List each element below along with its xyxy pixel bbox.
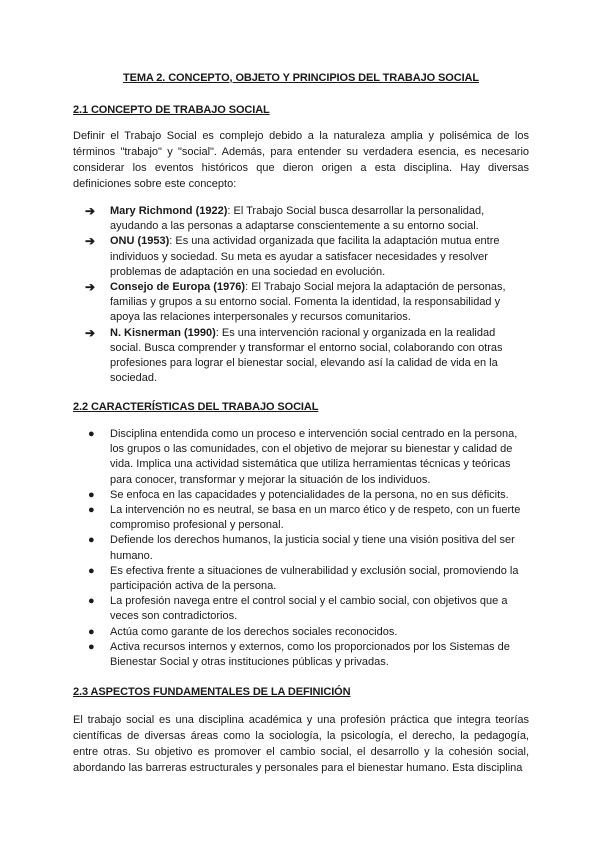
definition-author: Consejo de Europa (1976)	[110, 281, 246, 294]
definition-item	[73, 204, 523, 234]
characteristic-item	[73, 488, 523, 503]
characteristic-item	[73, 564, 523, 594]
definition-item	[73, 326, 523, 387]
definition-text: : Es una intervención racional y organizada en la realidad social. Busca comprender y transformar el entorno social, colaborando con otras profesiones para lograr el bienestar social, elevando así la calidad de vida en la sociedad.	[110, 326, 503, 385]
definition-item	[73, 280, 523, 326]
section-2-3-intro: El trabajo social es una disciplina académica y una profesión práctica que integra teorías científicas de diversas áreas como la sociología, la psicología, el derecho, la pedagogía, entre otras. Su objetivo es promover el cambio social, el desarrollo y la cohesión social, abordando las barreras estructurales y personales para el bienestar humano. Esta disciplina	[73, 714, 529, 774]
characteristic-item	[73, 427, 523, 488]
arrow-bullet-icon: ➔	[85, 234, 96, 249]
definition-text: : El Trabajo Social mejora la adaptación de personas, familias y grupos a su entorno social. Fomenta la identidad, la responsabilidad y apoya las relaciones interpersonales y recursos comunitarios.	[110, 281, 506, 324]
characteristic-text: Defiende los derechos humanos, la justicia social y tiene una visión positiva del ser humano.	[110, 534, 515, 562]
bullet-dot-icon: ●	[88, 504, 95, 517]
characteristic-text: Es efectiva frente a situaciones de vulnerabilidad y exclusión social, promoviendo la participación activa de la persona.	[110, 564, 519, 593]
characteristic-text: Actúa como garante de los derechos sociales reconocidos.	[110, 625, 398, 638]
definition-text: : El Trabajo Social busca desarrollar la personalidad, ayudando a las personas a adaptarse conscientemente a su entorno social.	[110, 205, 485, 233]
arrow-bullet-icon: ➔	[85, 325, 96, 340]
characteristic-item	[73, 640, 523, 670]
characteristic-item	[73, 625, 523, 640]
characteristic-text: Se enfoca en las capacidades y potencialidades de la persona, no en sus déficits.	[110, 488, 509, 501]
characteristic-text: La intervención no es neutral, se basa en un marco ético y de respeto, con un fuerte compromiso profesional y personal.	[110, 504, 521, 532]
section-heading-2-2: 2.2 CARACTERÍSTICAS DEL TRABAJO SOCIAL	[73, 401, 319, 413]
characteristic-item	[73, 594, 523, 624]
characteristic-item	[73, 503, 523, 533]
characteristics-list	[73, 427, 523, 670]
section-heading-2-3: 2.3 ASPECTOS FUNDAMENTALES DE LA DEFINICIÓN	[73, 686, 351, 698]
arrow-bullet-icon: ➔	[85, 204, 96, 218]
bullet-dot-icon: ●	[88, 428, 95, 440]
bullet-dot-icon: ●	[88, 488, 95, 501]
characteristic-text: Disciplina entendida como un proceso e intervención social centrado en la persona, los grupos o las comunidades, con el objetivo de mejorar su bienestar y calidad de vida. Implica una actividad sistemática que utiliza herramientas técnicas y teóricas para conocer, transformar y mejorar la situación de los individuos.	[110, 428, 518, 486]
characteristic-text: Activa recursos internos y externos, como los proporcionados por los Sistemas de Bienestar Social y otras instituciones públicas y privadas.	[110, 640, 510, 669]
characteristic-text: La profesión navega entre el control social y el cambio social, con objetivos que a veces son contradictorios.	[110, 595, 508, 623]
bullet-dot-icon: ●	[88, 534, 95, 547]
definition-item	[73, 234, 523, 280]
section-2-1-intro: Definir el Trabajo Social es complejo debido a la naturaleza amplia y polisémica de los términos "trabajo" y "social". Además, para entender su verdadera esencia, es necesario considerar los eventos históricos que dieron origen a esta disciplina. Hay diversas definiciones sobre este concepto:	[73, 130, 529, 190]
document-title: TEMA 2. CONCEPTO, OBJETO Y PRINCIPIOS DEL TRABAJO SOCIAL	[122, 72, 480, 84]
arrow-bullet-icon: ➔	[85, 280, 96, 295]
definition-text: : Es una actividad organizada que facilita la adaptación mutua entre individuos y sociedad. Su meta es ayudar a satisfacer necesidades y resolver problemas de adaptación en una sociedad en evolución.	[110, 235, 500, 278]
definition-author: Mary Richmond (1922)	[110, 205, 228, 217]
bullet-dot-icon: ●	[88, 564, 95, 577]
section-heading-2-1: 2.1 CONCEPTO DE TRABAJO SOCIAL	[73, 104, 270, 116]
bullet-dot-icon: ●	[88, 640, 95, 653]
definition-author: N. Kisnerman (1990)	[110, 326, 216, 339]
characteristic-item	[73, 533, 523, 563]
definitions-list	[73, 204, 523, 386]
bullet-dot-icon: ●	[88, 625, 95, 638]
bullet-dot-icon: ●	[88, 595, 95, 608]
definition-author: ONU (1953)	[110, 235, 170, 248]
